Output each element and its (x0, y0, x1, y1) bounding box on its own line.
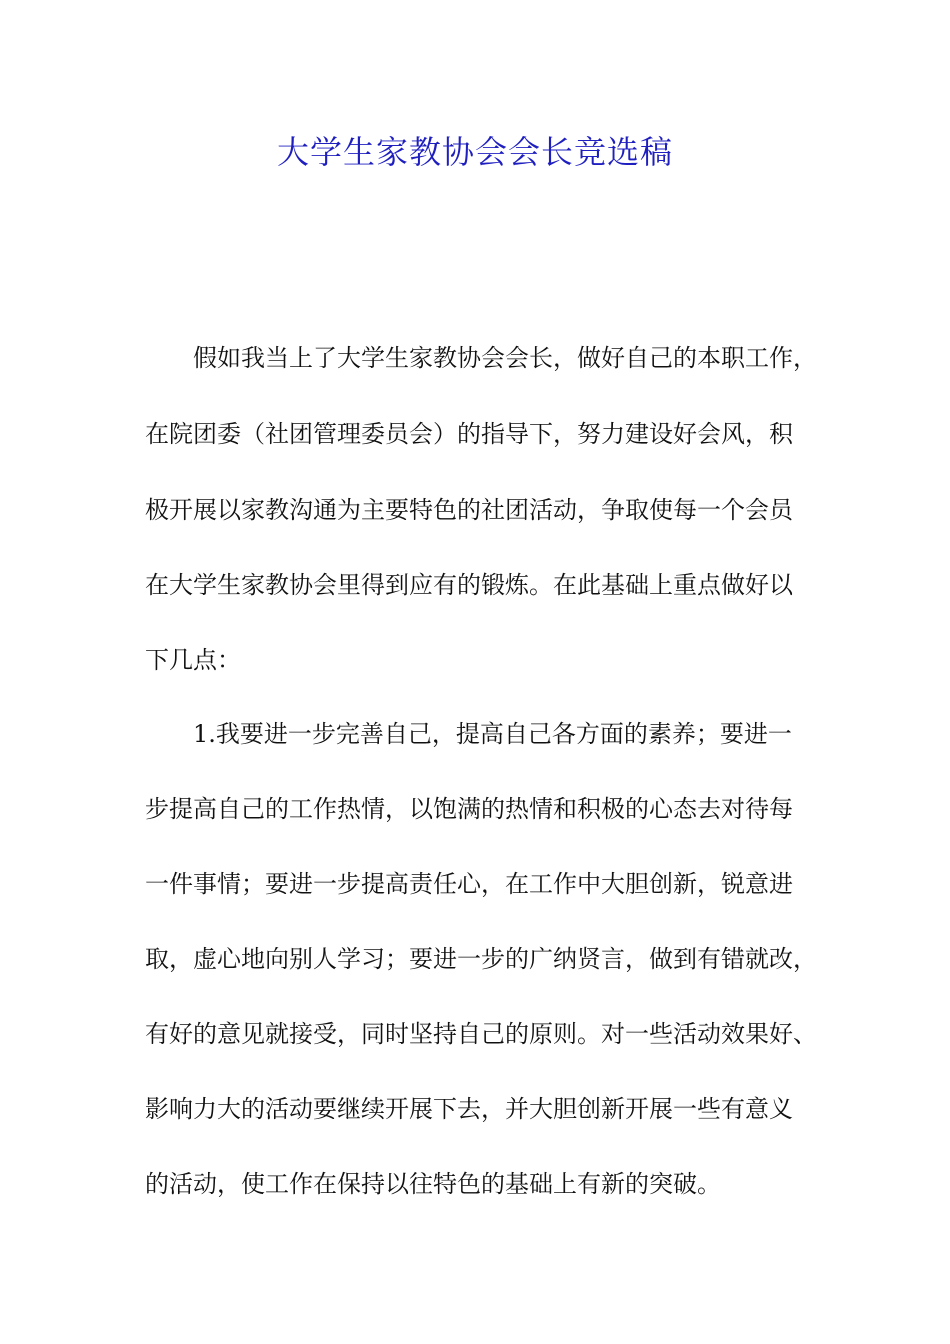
document-title: 大学生家教协会会长竞选稿 (276, 133, 673, 171)
paragraph-1-line-2: 在院团委（社团管理委员会）的指导下，努力建设好会风，积 (145, 420, 793, 448)
paragraph-1-line-5: 下几点： (145, 646, 241, 674)
paragraph-2-line-2: 步提高自己的工作热情，以饱满的热情和积极的心态去对待每 (145, 795, 793, 823)
paragraph-2-line-3: 一件事情；要进一步提高责任心，在工作中大胆创新，锐意进 (145, 870, 793, 898)
paragraph-2-line-1: 1.我要进一步完善自己，提高自己各方面的素养；要进一 (193, 720, 792, 748)
paragraph-2-line-5: 有好的意见就接受，同时坚持自己的原则。对一些活动效果好、 (145, 1020, 817, 1048)
paragraph-1-line-1: 假如我当上了大学生家教协会会长，做好自己的本职工作， (193, 344, 817, 372)
paragraph-2-line-7: 的活动，使工作在保持以往特色的基础上有新的突破。 (145, 1170, 721, 1198)
paragraph-2-line-6: 影响力大的活动要继续开展下去，并大胆创新开展一些有意义 (145, 1095, 793, 1123)
paragraph-1-line-4: 在大学生家教协会里得到应有的锻炼。在此基础上重点做好以 (145, 571, 793, 599)
paragraph-2-line-4: 取，虚心地向别人学习；要进一步的广纳贤言，做到有错就改， (145, 945, 817, 973)
paragraph-1-line-3: 极开展以家教沟通为主要特色的社团活动，争取使每一个会员 (145, 496, 793, 524)
